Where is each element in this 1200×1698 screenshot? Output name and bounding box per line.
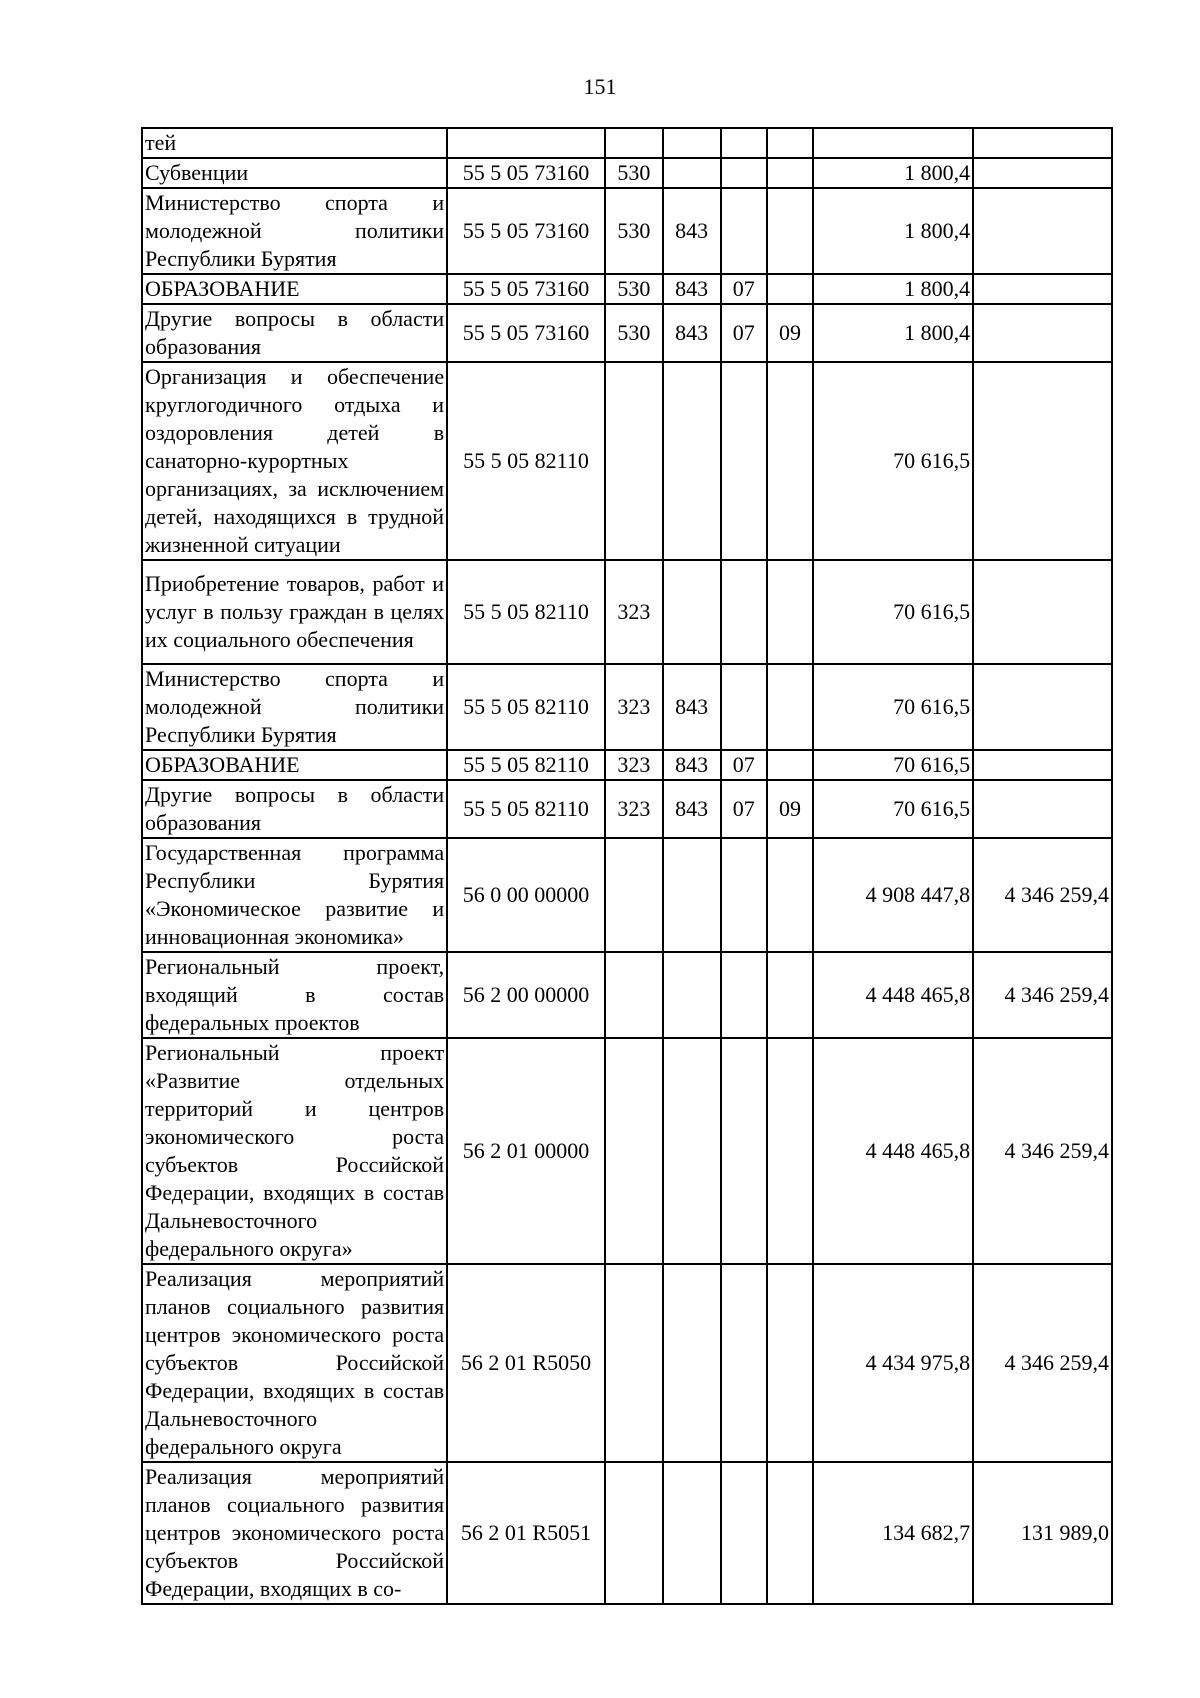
- expense-type-cell: 323: [605, 560, 663, 664]
- table-row: [142, 838, 1112, 952]
- expense-type-cell: 323: [605, 750, 663, 780]
- table-row: [142, 304, 1112, 362]
- amount-federal-cell: 4 346 259,4: [973, 1038, 1112, 1264]
- subsection-code-cell: [767, 750, 813, 780]
- section-code-cell: [721, 362, 767, 560]
- item-name-cell: Региональный проект, входящий в состав федеральных проектов: [142, 952, 447, 1038]
- administrator-code-cell: [663, 1038, 721, 1264]
- administrator-code-cell: 843: [663, 664, 721, 750]
- amount-federal-cell: [973, 780, 1112, 838]
- administrator-code-cell: [663, 362, 721, 560]
- amount-total-cell: [813, 128, 973, 158]
- expense-type-cell: 530: [605, 158, 663, 188]
- amount-federal-cell: 4 346 259,4: [973, 952, 1112, 1038]
- table-row: [142, 1264, 1112, 1462]
- amount-total-cell: 4 908 447,8: [813, 838, 973, 952]
- amount-total-cell: 134 682,7: [813, 1462, 973, 1604]
- subsection-code-cell: [767, 1038, 813, 1264]
- target-code-cell: 55 5 05 82110: [447, 664, 605, 750]
- amount-total-cell: 70 616,5: [813, 780, 973, 838]
- amount-federal-cell: [973, 750, 1112, 780]
- target-code-cell: 55 5 05 73160: [447, 158, 605, 188]
- subsection-code-cell: [767, 1462, 813, 1604]
- table-row: [142, 664, 1112, 750]
- administrator-code-cell: [663, 838, 721, 952]
- subsection-code-cell: [767, 188, 813, 274]
- administrator-code-cell: [663, 952, 721, 1038]
- target-code-cell: 55 5 05 73160: [447, 274, 605, 304]
- item-name-cell: Реализация мероприятий планов социального развития центров экономического роста субъектов Российской Федерации, входящих в со-: [142, 1462, 447, 1604]
- budget-table: [141, 127, 1113, 1605]
- subsection-code-cell: [767, 274, 813, 304]
- subsection-code-cell: [767, 158, 813, 188]
- table-body: [142, 128, 1112, 1604]
- expense-type-cell: 530: [605, 274, 663, 304]
- amount-total-cell: 1 800,4: [813, 274, 973, 304]
- expense-type-cell: 530: [605, 188, 663, 274]
- item-name-cell: Приобретение товаров, работ и услуг в пользу граждан в целях их социального обеспечения: [142, 560, 447, 664]
- section-code-cell: [721, 560, 767, 664]
- target-code-cell: 56 0 00 00000: [447, 838, 605, 952]
- section-code-cell: [721, 128, 767, 158]
- target-code-cell: 56 2 00 00000: [447, 952, 605, 1038]
- target-code-cell: 55 5 05 73160: [447, 304, 605, 362]
- subsection-code-cell: [767, 362, 813, 560]
- target-code-cell: 56 2 01 00000: [447, 1038, 605, 1264]
- amount-total-cell: 70 616,5: [813, 560, 973, 664]
- amount-total-cell: 70 616,5: [813, 362, 973, 560]
- amount-total-cell: 70 616,5: [813, 664, 973, 750]
- expense-type-cell: [605, 1462, 663, 1604]
- section-code-cell: [721, 1038, 767, 1264]
- table-row: [142, 560, 1112, 664]
- section-code-cell: [721, 1264, 767, 1462]
- administrator-code-cell: [663, 1264, 721, 1462]
- expense-type-cell: [605, 1264, 663, 1462]
- item-name-cell: Региональный проект «Развитие отдельных территорий и центров экономического роста субъектов Российской Федерации, входящих в состав Дальневосточного федерального округа»: [142, 1038, 447, 1264]
- administrator-code-cell: 843: [663, 274, 721, 304]
- amount-federal-cell: [973, 560, 1112, 664]
- amount-federal-cell: 131 989,0: [973, 1462, 1112, 1604]
- expense-type-cell: [605, 128, 663, 158]
- table-row: [142, 362, 1112, 560]
- amount-total-cell: 4 434 975,8: [813, 1264, 973, 1462]
- expense-type-cell: 323: [605, 780, 663, 838]
- section-code-cell: [721, 838, 767, 952]
- amount-total-cell: 1 800,4: [813, 158, 973, 188]
- section-code-cell: 07: [721, 750, 767, 780]
- table-row: [142, 128, 1112, 158]
- amount-federal-cell: [973, 188, 1112, 274]
- subsection-code-cell: [767, 664, 813, 750]
- table-row: [142, 780, 1112, 838]
- amount-federal-cell: 4 346 259,4: [973, 1264, 1112, 1462]
- expense-type-cell: 323: [605, 664, 663, 750]
- table-row: [142, 188, 1112, 274]
- section-code-cell: [721, 158, 767, 188]
- item-name-cell: ОБРАЗОВАНИЕ: [142, 274, 447, 304]
- expense-type-cell: [605, 838, 663, 952]
- administrator-code-cell: 843: [663, 304, 721, 362]
- table-row: [142, 952, 1112, 1038]
- target-code-cell: 55 5 05 82110: [447, 750, 605, 780]
- amount-federal-cell: 4 346 259,4: [973, 838, 1112, 952]
- amount-federal-cell: [973, 304, 1112, 362]
- subsection-code-cell: 09: [767, 780, 813, 838]
- table-row: [142, 750, 1112, 780]
- subsection-code-cell: [767, 952, 813, 1038]
- amount-total-cell: 4 448 465,8: [813, 952, 973, 1038]
- target-code-cell: 56 2 01 R5051: [447, 1462, 605, 1604]
- item-name-cell: Министерство спорта и молодежной политики Республики Бурятия: [142, 188, 447, 274]
- section-code-cell: [721, 1462, 767, 1604]
- section-code-cell: 07: [721, 304, 767, 362]
- amount-federal-cell: [973, 128, 1112, 158]
- item-name-cell: Государственная программа Республики Бурятия «Экономическое развитие и инновационная экономика»: [142, 838, 447, 952]
- administrator-code-cell: [663, 128, 721, 158]
- administrator-code-cell: 843: [663, 750, 721, 780]
- section-code-cell: 07: [721, 780, 767, 838]
- expense-type-cell: [605, 362, 663, 560]
- target-code-cell: [447, 128, 605, 158]
- section-code-cell: [721, 188, 767, 274]
- item-name-cell: Министерство спорта и молодежной политики Республики Бурятия: [142, 664, 447, 750]
- target-code-cell: 55 5 05 73160: [447, 188, 605, 274]
- table-row: [142, 158, 1112, 188]
- administrator-code-cell: [663, 1462, 721, 1604]
- administrator-code-cell: [663, 158, 721, 188]
- table-row: [142, 1038, 1112, 1264]
- item-name-cell: Субвенции: [142, 158, 447, 188]
- administrator-code-cell: 843: [663, 188, 721, 274]
- expense-type-cell: [605, 1038, 663, 1264]
- page-number: 151: [583, 74, 617, 99]
- target-code-cell: 56 2 01 R5050: [447, 1264, 605, 1462]
- amount-total-cell: 1 800,4: [813, 188, 973, 274]
- item-name-cell: Реализация мероприятий планов социального развития центров экономического роста субъектов Российской Федерации, входящих в состав Дальневосточного федерального округа: [142, 1264, 447, 1462]
- item-name-cell: Другие вопросы в области образования: [142, 780, 447, 838]
- subsection-code-cell: [767, 1264, 813, 1462]
- amount-total-cell: 4 448 465,8: [813, 1038, 973, 1264]
- table-row: [142, 1462, 1112, 1604]
- item-name-cell: ОБРАЗОВАНИЕ: [142, 750, 447, 780]
- administrator-code-cell: [663, 560, 721, 664]
- section-code-cell: [721, 952, 767, 1038]
- item-name-cell: тей: [142, 128, 447, 158]
- subsection-code-cell: 09: [767, 304, 813, 362]
- item-name-cell: Организация и обеспечение круглогодичного отдыха и оздоровления детей в санаторно-курортных организациях, за исключением детей, находящихся в трудной жизненной ситуации: [142, 362, 447, 560]
- subsection-code-cell: [767, 128, 813, 158]
- target-code-cell: 55 5 05 82110: [447, 780, 605, 838]
- expense-type-cell: 530: [605, 304, 663, 362]
- item-name-cell: Другие вопросы в области образования: [142, 304, 447, 362]
- target-code-cell: 55 5 05 82110: [447, 560, 605, 664]
- subsection-code-cell: [767, 560, 813, 664]
- amount-federal-cell: [973, 274, 1112, 304]
- amount-federal-cell: [973, 664, 1112, 750]
- section-code-cell: [721, 664, 767, 750]
- amount-federal-cell: [973, 362, 1112, 560]
- table-row: [142, 274, 1112, 304]
- amount-federal-cell: [973, 158, 1112, 188]
- expense-type-cell: [605, 952, 663, 1038]
- target-code-cell: 55 5 05 82110: [447, 362, 605, 560]
- amount-total-cell: 70 616,5: [813, 750, 973, 780]
- section-code-cell: 07: [721, 274, 767, 304]
- amount-total-cell: 1 800,4: [813, 304, 973, 362]
- administrator-code-cell: 843: [663, 780, 721, 838]
- subsection-code-cell: [767, 838, 813, 952]
